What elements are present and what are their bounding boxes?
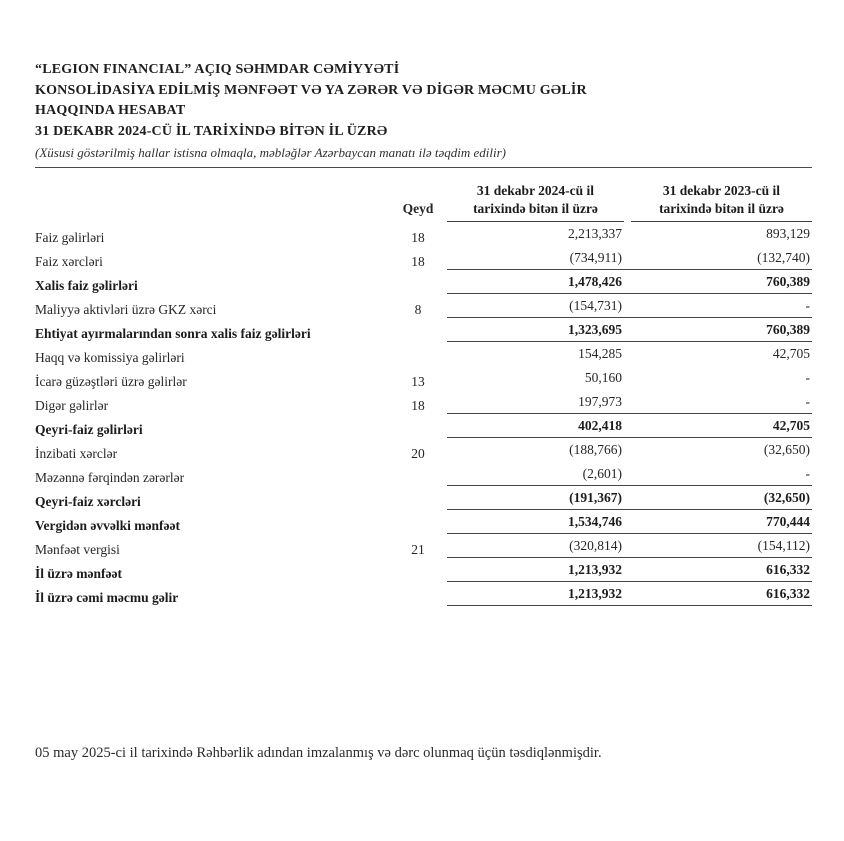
row-value-2023: - — [805, 394, 810, 409]
row-value-2024: 1,213,932 — [568, 562, 622, 577]
value-column-headers — [447, 182, 812, 222]
row-values — [447, 321, 812, 342]
row-values — [447, 441, 812, 462]
row-note-ref: 21 — [411, 542, 425, 557]
row-note-ref: 8 — [414, 302, 422, 317]
column-header-2023-line1: 31 dekabr 2023-cü il — [662, 183, 781, 198]
row-label: Ehtiyat ayırmalarından sonra xalis faiz gəlirləri — [35, 326, 311, 341]
row-label: Faiz gəlirləri — [35, 230, 105, 245]
row-value-2023: 616,332 — [766, 586, 810, 601]
row-values — [447, 537, 812, 558]
row-note-ref: 18 — [411, 230, 425, 245]
row-note-ref: 18 — [411, 398, 425, 413]
table-row — [35, 297, 812, 318]
row-values — [447, 369, 812, 390]
table-row — [35, 561, 812, 582]
column-header-2024-line1: 31 dekabr 2024-cü il — [476, 183, 595, 198]
table-row — [35, 417, 812, 438]
row-value-2024: 1,323,695 — [568, 322, 622, 337]
row-values — [447, 585, 812, 606]
row-label: Qeyri-faiz gəlirləri — [35, 422, 143, 437]
row-value-2023: 42,705 — [772, 418, 810, 433]
document-header — [35, 60, 812, 168]
row-value-2024: 1,534,746 — [568, 514, 622, 529]
row-value-2023: (32,650) — [763, 490, 810, 505]
row-value-2023: 893,129 — [766, 226, 810, 241]
table-row — [35, 273, 812, 294]
table-row — [35, 513, 812, 534]
period-line: 31 DEKABR 2024-CÜ İL TARİXİNDƏ BİTƏN İL ÜZRƏ — [35, 123, 388, 139]
row-value-2023: - — [805, 370, 810, 385]
table-row — [35, 321, 812, 342]
row-label: İl üzrə mənfəət — [35, 566, 122, 581]
row-label: Mənfəət vergisi — [35, 542, 120, 557]
currency-note: (Xüsusi göstərilmiş hallar istisna olmaqla, məbləğlər Azərbaycan manatı ilə təqdim edilir) — [35, 145, 812, 168]
row-value-2024: 402,418 — [578, 418, 622, 433]
table-row — [35, 393, 812, 414]
table-row — [35, 585, 812, 606]
row-value-2024: 154,285 — [578, 346, 622, 361]
row-label: Xalis faiz gəlirləri — [35, 278, 138, 293]
row-values — [447, 297, 812, 318]
column-header-2023-line2: tarixində bitən il üzrə — [659, 200, 784, 216]
row-label: Digər gəlirlər — [35, 398, 109, 413]
row-value-2024: (320,814) — [569, 538, 622, 553]
row-values — [447, 225, 812, 246]
row-note-ref: 20 — [411, 446, 425, 461]
row-values — [447, 345, 812, 366]
row-value-2023: (132,740) — [757, 250, 810, 265]
row-label: İcarə güzəştləri üzrə gəlirlər — [35, 374, 187, 389]
row-values — [447, 489, 812, 510]
row-values — [447, 393, 812, 414]
table-row — [35, 225, 812, 246]
row-values — [447, 417, 812, 438]
table-row — [35, 465, 812, 486]
approval-statement: 05 may 2025-ci il tarixində Rəhbərlik adından imzalanmış və dərc olunmaq üçün təsdiqlənmişdir. — [35, 745, 602, 761]
table-row — [35, 249, 812, 270]
row-note-ref: 18 — [411, 254, 425, 269]
row-value-2024: 1,213,932 — [568, 586, 622, 601]
row-values — [447, 273, 812, 294]
row-value-2024: 197,973 — [578, 394, 622, 409]
row-value-2023: 760,389 — [766, 322, 810, 337]
column-header-2023 — [631, 182, 812, 222]
row-value-2023: (32,650) — [763, 442, 810, 457]
table-header-row — [35, 182, 812, 222]
row-note-ref: 13 — [411, 374, 425, 389]
row-value-2024: 2,213,337 — [568, 226, 622, 241]
row-value-2023: 770,444 — [766, 514, 810, 529]
row-values — [447, 249, 812, 270]
row-label: Faiz xərcləri — [35, 254, 103, 269]
note-column-header: Qeyd — [402, 201, 434, 216]
row-label: Haqq və komissiya gəlirləri — [35, 350, 185, 365]
column-header-2024-line2: tarixində bitən il üzrə — [473, 200, 598, 216]
table-row — [35, 345, 812, 366]
row-value-2023: - — [805, 466, 810, 481]
row-label: Məzənnə fərqindən zərərlər — [35, 470, 185, 485]
row-value-2024: (2,601) — [582, 466, 622, 481]
income-statement-table — [35, 182, 812, 606]
row-value-2024: (191,367) — [569, 490, 622, 505]
row-value-2023: (154,112) — [757, 538, 810, 553]
table-row — [35, 489, 812, 510]
row-label: Maliyyə aktivləri üzrə GKZ xərci — [35, 302, 217, 317]
row-values — [447, 465, 812, 486]
statement-title-line-2: HAQQINDA HESABAT — [35, 103, 186, 118]
row-value-2023: - — [805, 298, 810, 313]
row-value-2024: (154,731) — [569, 298, 622, 313]
statement-title-line-1: KONSOLİDASİYA EDİLMİŞ MƏNFƏƏT VƏ YA ZƏRƏR VƏ DİGƏR MƏCMU GƏLİR — [35, 82, 587, 98]
row-value-2023: 760,389 — [766, 274, 810, 289]
table-rows — [35, 225, 812, 606]
row-value-2024: 1,478,426 — [568, 274, 622, 289]
table-row — [35, 537, 812, 558]
row-value-2024: 50,160 — [584, 370, 622, 385]
row-label: Qeyri-faiz xərcləri — [35, 494, 141, 509]
column-header-2024 — [447, 182, 624, 222]
table-row — [35, 441, 812, 462]
row-value-2023: 42,705 — [772, 346, 810, 361]
company-name: “LEGION FINANCIAL” AÇIQ SƏHMDAR CƏMİYYƏTİ — [35, 62, 400, 77]
table-row — [35, 369, 812, 390]
row-value-2024: (188,766) — [569, 442, 622, 457]
row-label: İnzibati xərclər — [35, 446, 118, 461]
row-value-2024: (734,911) — [569, 250, 622, 265]
row-label: Vergidən əvvəlki mənfəət — [35, 518, 180, 533]
row-label: İl üzrə cəmi məcmu gəlir — [35, 590, 179, 605]
row-values — [447, 561, 812, 582]
row-values — [447, 513, 812, 534]
row-value-2023: 616,332 — [766, 562, 810, 577]
